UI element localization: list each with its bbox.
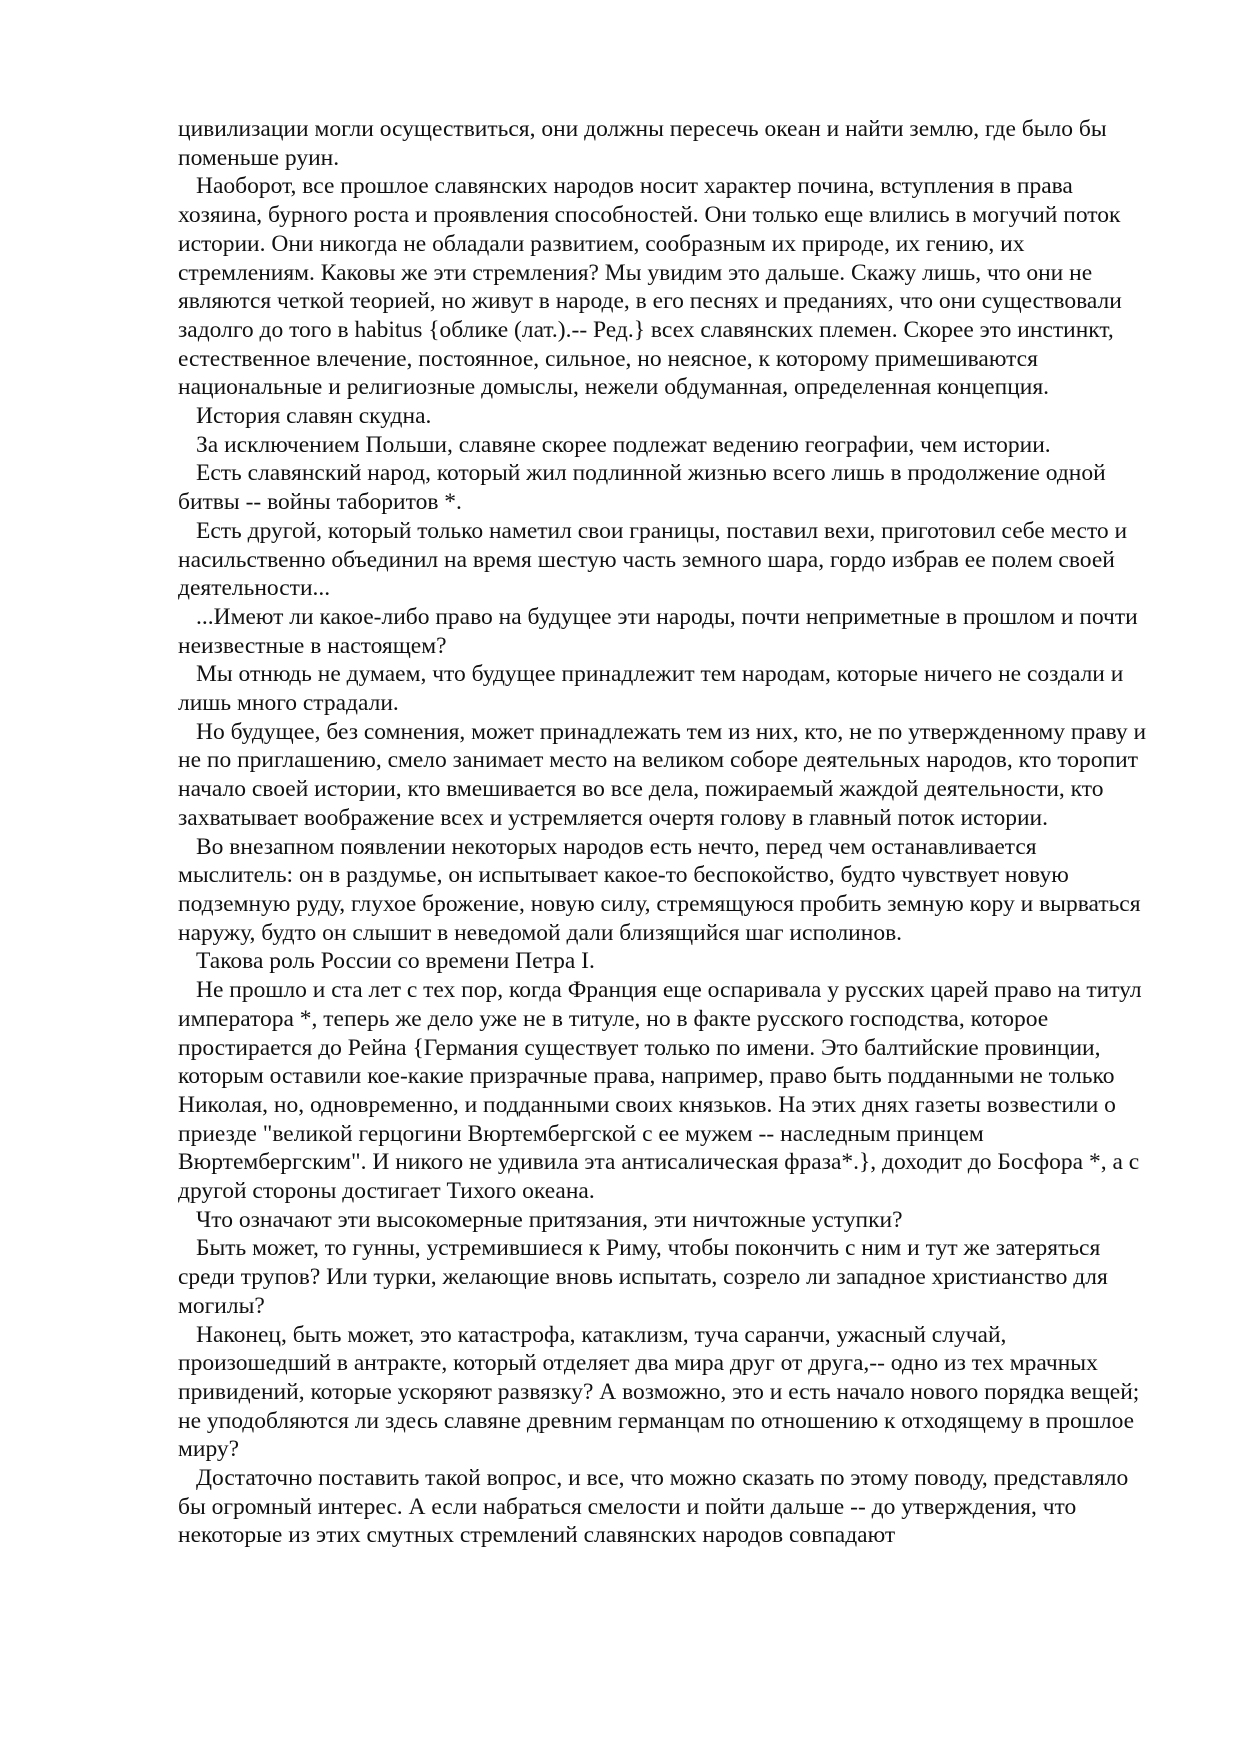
paragraph-catastrophe: Наконец, быть может, это катастрофа, катаклизм, туча саранчи, ужасный случай, произошедший в антракте, который отделяет два мира друг от друга,-- одно из тех мрачных привидений, которые ускоряют развязку? А возможно, это и есть начало нового порядка вещей; не уподобляются ли здесь славяне древним германцам по отношению к отходящему в прошлое миру? <box>178 1321 1140 1463</box>
paragraph-history-scant: История славян скудна. <box>196 403 432 430</box>
document-page <box>178 115 1148 1550</box>
paragraph-sudden-appearance: Во внезапном появлении некоторых народов есть нечто, перед чем останавливается мыслитель: он в раздумье, он испытывает какое-то беспокойство, будто чувствует новую подземную руду, глухое брожение, новую силу, стремящуюся пробить земную кору и вырваться наружу, будто он слышит в неведомой дали близящийся шаг исполинов. <box>178 833 1141 946</box>
paragraph-continuation: цивилизации могли осуществиться, они должны пересечь океан и найти землю, где было бы поменьше руин. <box>178 116 1107 171</box>
paragraph-slavic-past: Наоборот, все прошлое славянских народов носит характер почина, вступления в права хозяина, бурного роста и проявления способностей. Они только еще влились в могучий поток истории. Они никогда не обладали развитием, сообразным их природе, их гению, их стремлениям. Каковы же эти стремления? Мы увидим это дальше. Скажу лишь, что они не являются четкой теорией, но живут в народе, в его песнях и преданиях, что они существовали задолго до того в habitus {облике (лат.).-- Ред.} всех славянских племен. Скорее это инстинкт, естественное влечение, постоянное, сильное, но неясное, к которому примешиваются национальные и религиозные домыслы, нежели обдуманная, определенная концепция. <box>178 173 1122 401</box>
paragraph-question: Достаточно поставить такой вопрос, и все, что можно сказать по этому поводу, представляло бы огромный интерес. А если набраться смелости и пойти дальше -- до утверждения, что некоторые из этих смутных стремлений славянских народов совпадают <box>178 1465 1129 1549</box>
paragraph-suffered: Мы отнюдь не думаем, что будущее принадлежит тем народам, которые ничего не создали и лишь много страдали. <box>178 661 1124 717</box>
paragraph-france-title: Не прошло и ста лет с тех пор, когда Франция еще оспаривала у русских царей право на титул императора *, теперь же дело уже не в титуле, но в факте русского господства, которое простирается до Рейна {Германия существует только по имени. Это балтийские провинции, которым оставили кое-какие призрачные права, например, право быть подданными не только Николая, но, одновременно, и подданными своих князьков. На этих днях газеты возвестили о приезде "великой герцогини Вюртембергской с ее мужем -- наследным принцем Вюртембергским". И никого не удивила эта антисалическая фраза*.}, доходит до Босфора *, а с другой стороны достигает Тихого океана. <box>178 977 1142 1205</box>
paragraph-peter: Такова роль России со времени Петра I. <box>196 948 595 975</box>
paragraph-future-belongs: Но будущее, без сомнения, может принадлежать тем из них, кто, не по утвержденному праву и не по приглашению, смело занимает место на великом соборе деятельных народов, кто торопит начало своей истории, кто вмешивается во все дела, пожираемый жаждой деятельности, кто захватывает воображение всех и устремляется очертя голову в главный поток истории. <box>178 718 1147 831</box>
paragraph-pretensions: Что означают эти высокомерные притязания, эти ничтожные уступки? <box>196 1206 903 1233</box>
paragraph-right-to-future: ...Имеют ли какое-либо право на будущее эти народы, почти неприметные в прошлом и почти неизвестные в настоящем? <box>178 603 1138 659</box>
paragraph-taborites: Есть славянский народ, который жил подлинной жизнью всего лишь в продолжение одной битвы -- войны таборитов *. <box>178 460 1106 516</box>
paragraph-poland: За исключением Польши, славяне скорее подлежат ведению географии, чем истории. <box>196 431 1051 458</box>
paragraph-huns: Быть может, то гунны, устремившиеся к Риму, чтобы покончить с ним и тут же затеряться среди трупов? Или турки, желающие вновь испытать, созрело ли западное христианство для могилы? <box>178 1235 1108 1319</box>
paragraph-another-people: Есть другой, который только наметил свои границы, поставил вехи, приготовил себе место и насильственно объединил на время шестую часть земного шара, гордо избрав ее полем своей деятельности... <box>178 517 1128 602</box>
